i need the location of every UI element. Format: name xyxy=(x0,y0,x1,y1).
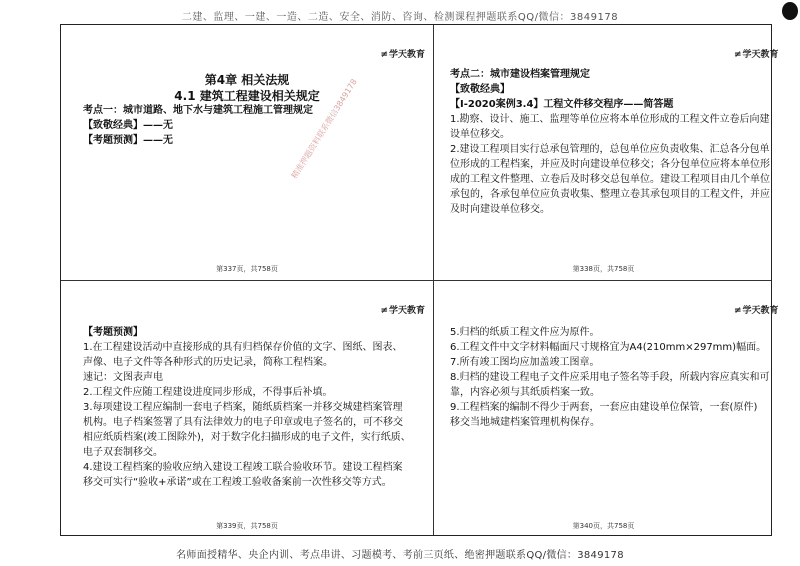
text-line: 承包的，各承包单位应负责收集、整理立卷其承包项目的工程文件，并应 xyxy=(450,189,770,200)
logo-icon: ≠ xyxy=(734,306,742,316)
text-line: 2.建设工程项目实行总承包管理的，总包单位应负责收集、汇总各分包单 xyxy=(450,144,770,155)
page-number: 第339页，共758页 xyxy=(216,522,278,530)
brand-logo: ≠学天教育 xyxy=(734,306,779,316)
text-line: 1.在工程建设活动中直接形成的具有归档保存价值的文字、图纸、图表、 xyxy=(83,342,403,353)
text-line: 相应纸质档案(竣工图除外)，对于数字化扫描形成的电子文件，实行纸质、 xyxy=(83,432,411,443)
text-line: 靠，内容必须与其纸质档案一致。 xyxy=(450,387,600,398)
text-line: 3.每项建设工程应编制一套电子档案，随纸质档案一并移交城建档案管理 xyxy=(83,402,403,413)
page-number: 第337页，共758页 xyxy=(216,265,278,273)
page-body xyxy=(450,67,780,217)
text-line: 设单位移交。 xyxy=(450,129,510,140)
text-line: 位形成的工程档案，并应及时向建设单位移交；各分包单位应将本单位形 xyxy=(450,159,770,170)
brand-logo: ≠学天教育 xyxy=(380,306,425,316)
text-line: 速记：文图表声电 xyxy=(83,372,163,383)
text-line: 6.工程文件中文字材料幅面尺寸规格宜为A4(210mm×297mm)幅面。 xyxy=(450,342,767,353)
text-line: 电子双套制移交。 xyxy=(83,447,163,458)
page-body xyxy=(83,103,423,148)
brand-logo: ≠学天教育 xyxy=(734,50,779,60)
page-337 xyxy=(61,25,433,280)
bottom-banner: 名师面授精华、央企内训、考点串讲、习题模考、考前三页纸、绝密押题联系QQ/微信：3849178 xyxy=(176,550,624,561)
text-line: 声像、电子文件等各种形式的历史记录，简称工程档案。 xyxy=(83,357,333,368)
page-339 xyxy=(61,281,433,537)
section-title: 4.1 建筑工程建设相关规定 xyxy=(174,89,320,103)
text-line: 7.所有竣工图均应加盖竣工图章。 xyxy=(450,357,600,368)
text-line: 4.建设工程档案的验收应纳入建设工程竣工联合验收环节。建设工程档案 xyxy=(83,462,403,473)
watermark: 精准押题资料联系微信3849178 xyxy=(289,77,359,181)
page-340 xyxy=(434,281,779,537)
text-line: 5.归档的纸质工程文件应为原件。 xyxy=(450,327,600,338)
text-line: 8.归档的建设工程电子文件应采用电子签名等手段，所载内容应真实和可 xyxy=(450,372,770,383)
chapter-title: 第4章 相关法规 xyxy=(204,73,290,87)
text-line: 移交可实行“验收+承诺”或在工程竣工验收备案前一次性移交等方式。 xyxy=(83,477,392,488)
top-banner: 二建、监理、一建、一造、二造、安全、消防、咨询、检测课程押题联系QQ/微信：3849178 xyxy=(181,12,619,23)
logo-icon: ≠ xyxy=(380,306,388,316)
text-line: 移交当地城建档案管理机构保存。 xyxy=(450,417,600,428)
logo-icon: ≠ xyxy=(734,50,742,60)
page-number: 第340页，共758页 xyxy=(572,522,635,530)
text-line: 【考题预测】 xyxy=(83,327,143,338)
document-sheet xyxy=(60,24,779,536)
text-line: 及时向建设单位移交。 xyxy=(450,204,550,215)
text-line: 9.工程档案的编制不得少于两套，一套应由建设单位保管，一套(原件) xyxy=(450,402,758,413)
text-line: 【考题预测】——无 xyxy=(83,135,173,146)
page-body xyxy=(83,325,423,490)
text-line: 【Ⅰ-2020案例3.4】工程文件移交程序——简答题 xyxy=(450,99,674,110)
text-line: 【致敬经典】 xyxy=(450,84,510,95)
logo-icon: ≠ xyxy=(380,50,388,60)
text-line: 【致敬经典】——无 xyxy=(83,120,173,131)
text-line: 2.工程文件应随工程建设进度同步形成，不得事后补填。 xyxy=(83,387,333,398)
text-line: 1.勘察、设计、施工、监理等单位应将本单位形成的工程文件立卷后向建 xyxy=(450,114,770,125)
page-body xyxy=(450,325,780,430)
brand-logo: ≠学天教育 xyxy=(380,50,425,60)
text-line: 机构。电子档案签署了具有法律效力的电子印章或电子签名的，可不移交 xyxy=(83,417,403,428)
text-line: 成的工程文件整理、立卷后及时移交总包单位。建设工程项目由几个单位 xyxy=(450,174,770,185)
corner-mark xyxy=(782,2,798,20)
text-line: 考点一：城市道路、地下水与建筑工程施工管理规定 xyxy=(83,105,313,116)
text-line: 考点二：城市建设档案管理规定 xyxy=(450,69,590,80)
page-number: 第338页，共758页 xyxy=(572,265,635,273)
page-338 xyxy=(434,25,779,280)
